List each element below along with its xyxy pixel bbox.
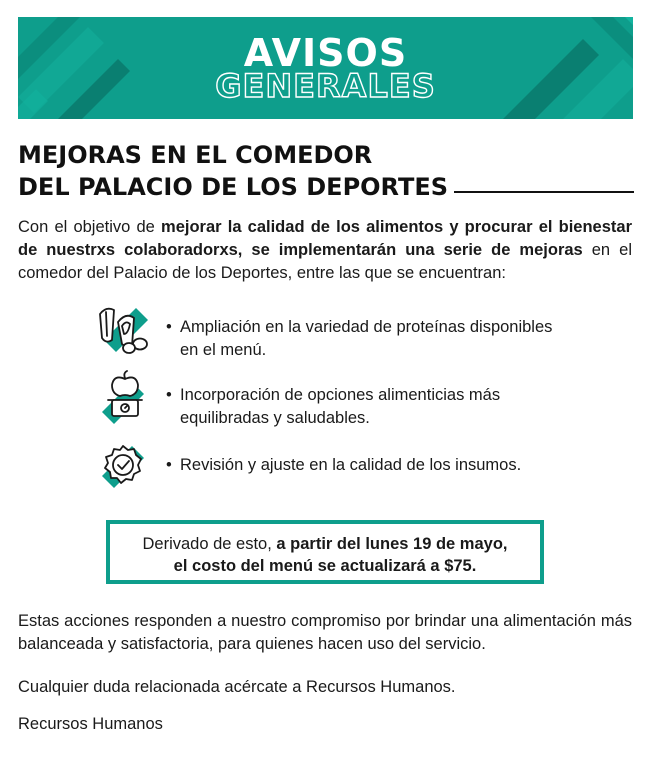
intro-paragraph <box>18 216 632 285</box>
title-line-2-row <box>18 171 638 203</box>
title-line-2: DEL PALACIO DE LOS DEPORTES <box>18 173 449 201</box>
notice-text: Derivado de esto, <box>142 535 277 553</box>
benefit-text: Incorporación de opciones alimenticias más equilibradas y saludables. <box>180 386 501 427</box>
title-line-1: MEJORAS EN EL COMEDOR <box>18 141 373 169</box>
bullet: • <box>166 318 172 336</box>
bullet: • <box>166 386 172 404</box>
notice-bold-date: a partir del lunes 19 de mayo, <box>276 535 508 553</box>
banner-title: AVISOS <box>243 31 408 75</box>
contact-paragraph: Cualquier duda relacionada acércate a Recursos Humanos. <box>18 678 456 696</box>
page-title <box>18 139 638 203</box>
intro-bold-text: mejorar la calidad de los alimentos y procurar el bienestar de nuestrxs colaboradorxs, se implementarán una serie de mejoras <box>18 218 632 259</box>
price-notice-box <box>106 520 544 584</box>
title-underline <box>454 191 634 193</box>
benefit-item <box>96 370 556 434</box>
notice-line-2 <box>110 555 540 577</box>
apple-scale-icon <box>96 370 154 428</box>
signature: Recursos Humanos <box>18 715 163 733</box>
benefit-item <box>96 436 556 500</box>
benefit-text: Revisión y ajuste en la calidad de los insumos. <box>180 456 522 474</box>
intro-text: Con el objetivo de <box>18 218 162 236</box>
quality-badge-icon <box>96 436 154 494</box>
header-banner <box>18 17 633 119</box>
food-protein-icon <box>96 300 154 358</box>
benefit-item <box>96 300 556 364</box>
benefit-text: Ampliación en la variedad de proteínas disponibles en el menú. <box>180 318 553 359</box>
banner-subtitle: GENERALES <box>215 67 436 105</box>
bullet: • <box>166 456 172 474</box>
closing-paragraph: Estas acciones responden a nuestro compromiso por brindar una alimentación más balanceada y satisfactoria, para quienes hacen uso del servicio. <box>18 612 632 653</box>
notice-line-1 <box>110 533 540 555</box>
notice-bold-price: el costo del menú se actualizará a $75. <box>173 557 477 575</box>
intro-text-end: en el comedor del Palacio de los Deportes, entre las que se encuentran: <box>18 241 632 282</box>
